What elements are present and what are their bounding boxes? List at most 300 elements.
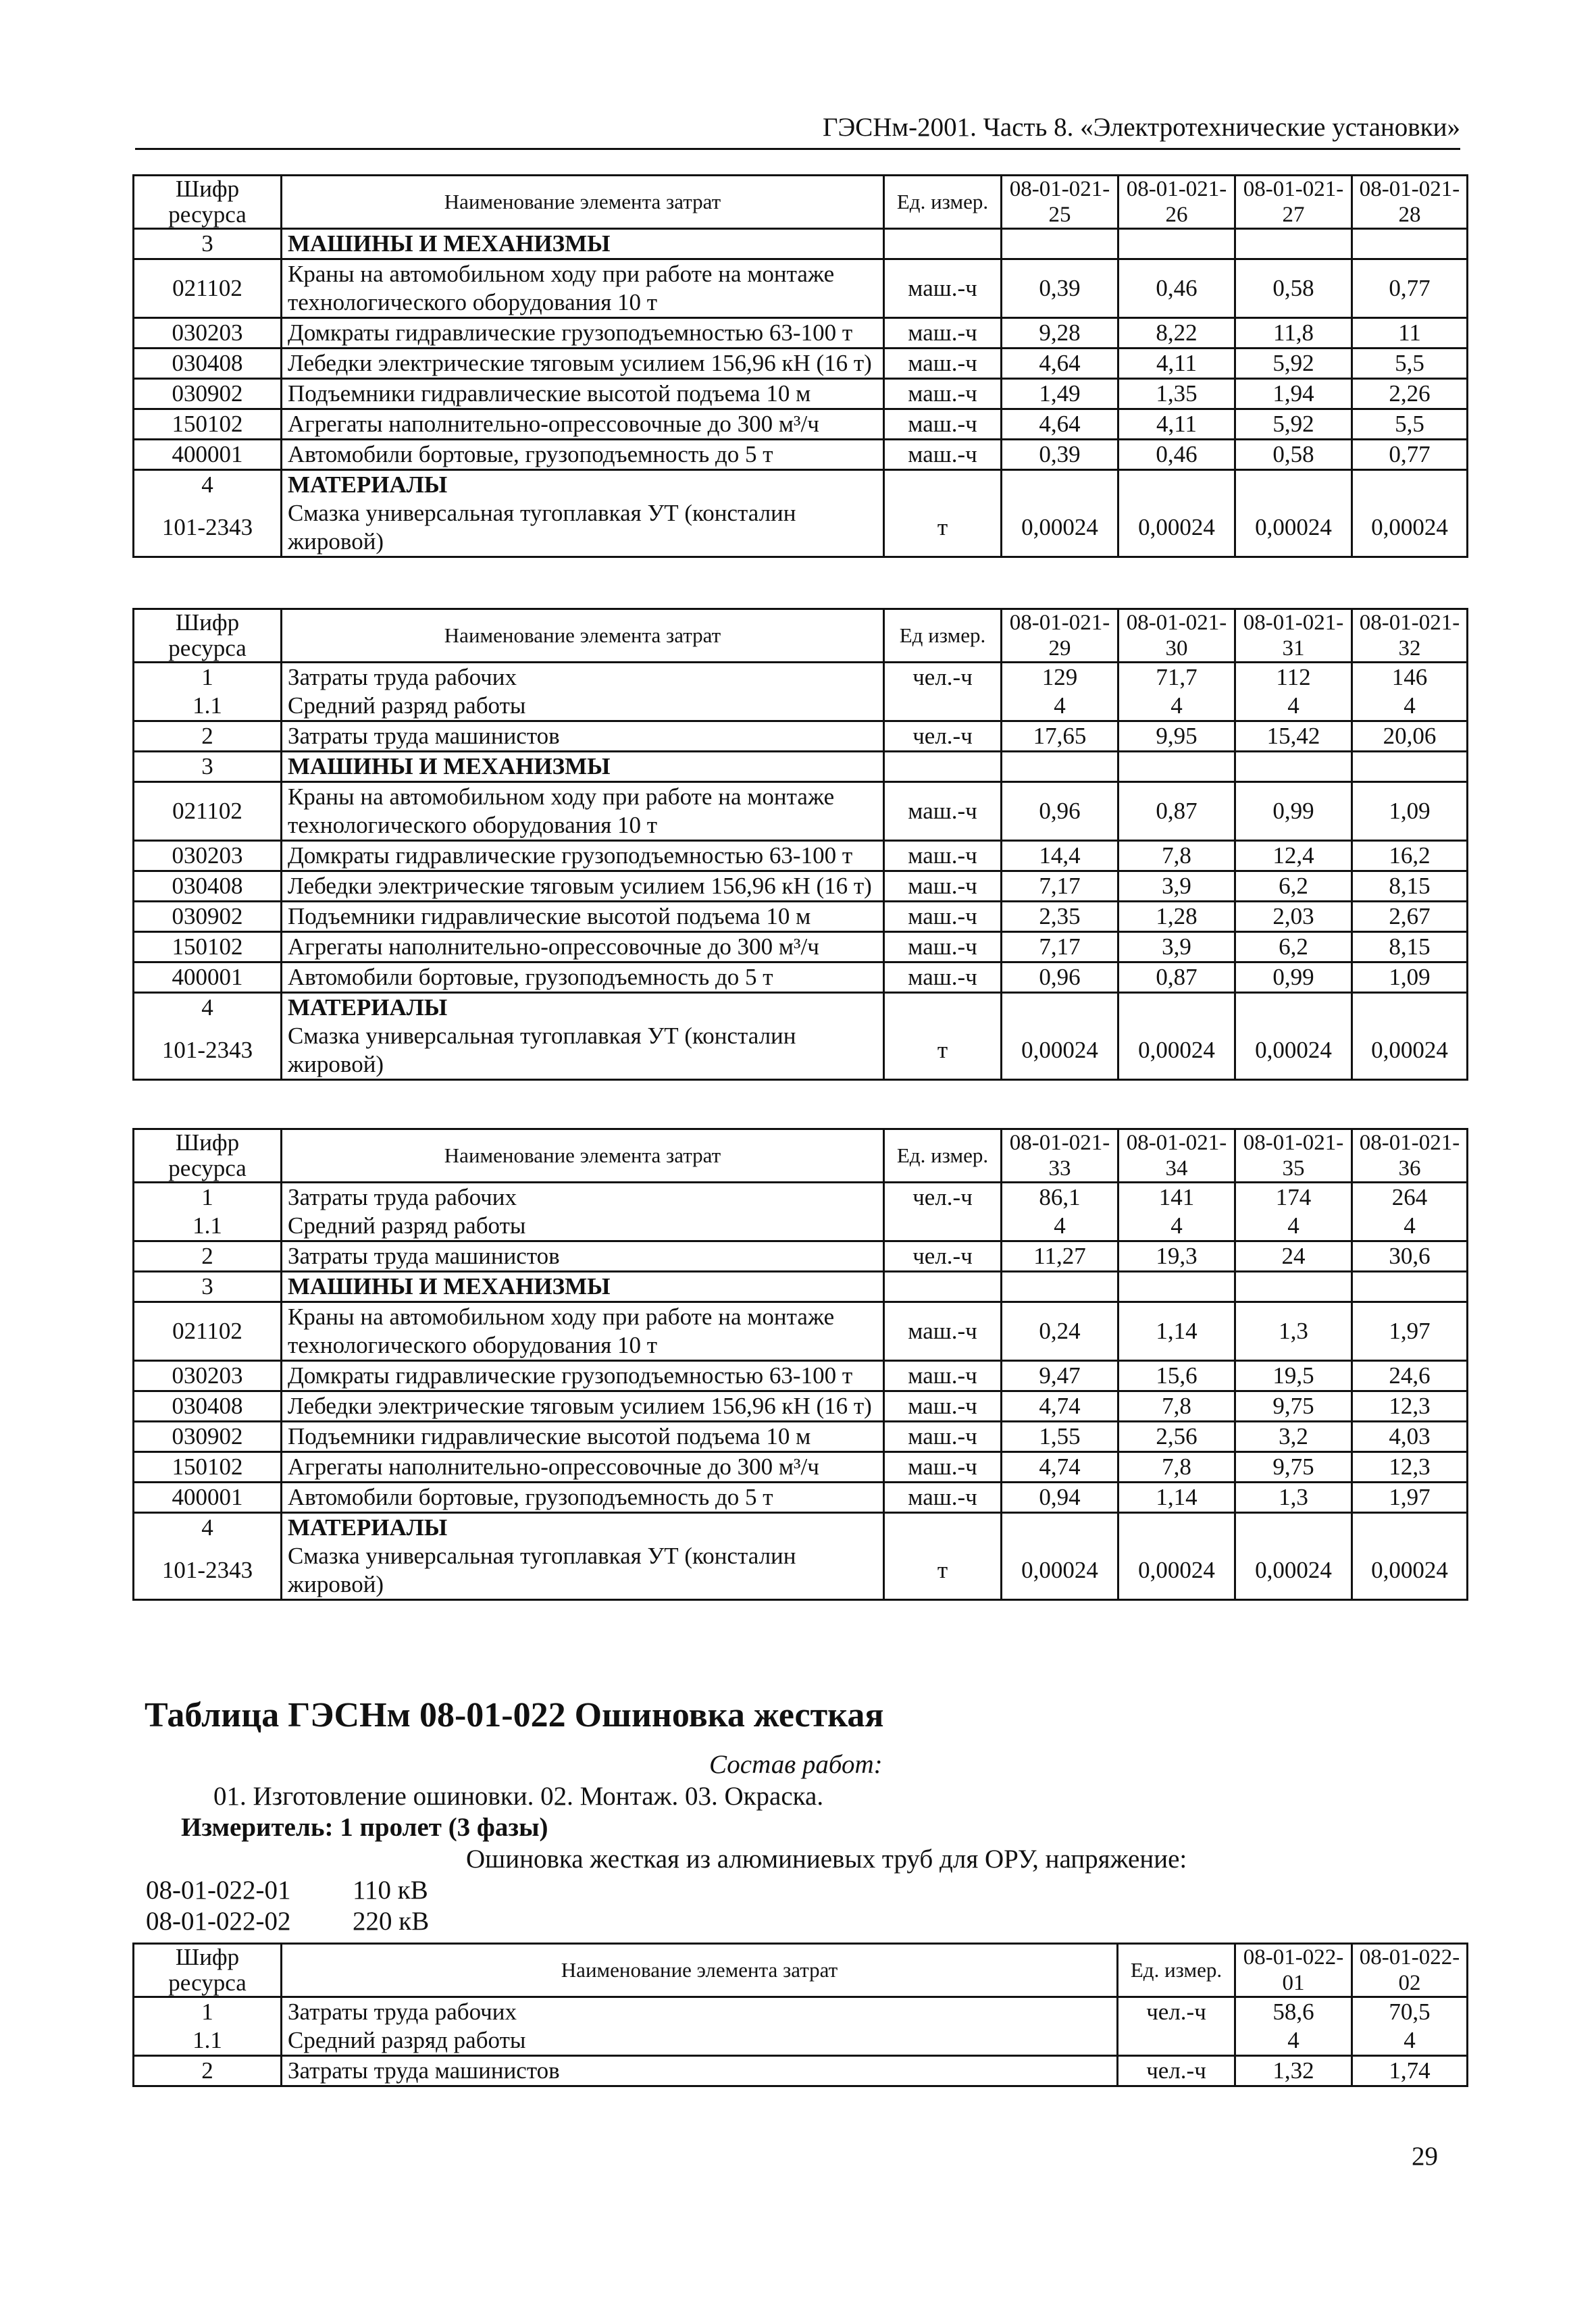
- row-name: Затраты труда рабочих: [282, 1997, 1118, 2027]
- row-value: 0,39: [1002, 440, 1118, 470]
- row-value: 11,27: [1002, 1241, 1118, 1272]
- row-value: 20,06: [1352, 721, 1468, 752]
- measure-unit: Измеритель: 1 пролет (3 фазы): [181, 1813, 548, 1842]
- row-unit: чел.-ч: [884, 1183, 1002, 1212]
- row-unit: [1118, 2026, 1235, 2056]
- row-unit: маш.-ч: [884, 1452, 1002, 1483]
- row-unit: [884, 470, 1002, 500]
- row-unit: чел.-ч: [884, 721, 1002, 752]
- column-header-norm-code: 08-01-021-27: [1235, 176, 1352, 229]
- row-value: [1352, 229, 1468, 259]
- row-code: 021102: [134, 782, 282, 841]
- row-unit: маш.-ч: [884, 902, 1002, 932]
- row-code: 101-2343: [134, 499, 282, 557]
- row-value: 4,74: [1002, 1452, 1118, 1483]
- row-value: [1118, 1272, 1235, 1302]
- row-value: 0,00024: [1352, 1542, 1468, 1600]
- column-header-norm-code: 08-01-021-36: [1352, 1129, 1468, 1183]
- row-value: [1352, 1272, 1468, 1302]
- norm-code: 08-01-022-01: [146, 1876, 291, 1905]
- column-header-unit: Ед. измер.: [1118, 1944, 1235, 1997]
- row-value: 14,4: [1002, 841, 1118, 871]
- column-header-norm-code: 08-01-021-25: [1002, 176, 1118, 229]
- row-value: 0,58: [1235, 440, 1352, 470]
- table-row: [134, 1241, 1468, 1272]
- page-number: 29: [1412, 2142, 1438, 2171]
- row-value: 0,99: [1235, 782, 1352, 841]
- column-header-norm-code: 08-01-021-32: [1352, 609, 1468, 663]
- row-name: Затраты труда машинистов: [282, 2056, 1118, 2086]
- table-row: [134, 259, 1468, 318]
- row-value: 7,8: [1118, 1452, 1235, 1483]
- row-value: 0,77: [1352, 259, 1468, 318]
- row-value: 112: [1235, 663, 1352, 692]
- row-value: [1118, 470, 1235, 500]
- row-value: [1002, 1513, 1118, 1543]
- row-code: 021102: [134, 259, 282, 318]
- row-code: 3: [134, 752, 282, 782]
- row-code: 030902: [134, 1422, 282, 1452]
- table-row: [134, 1422, 1468, 1452]
- row-name: МАШИНЫ И МЕХАНИЗМЫ: [282, 1272, 884, 1302]
- norm-voltage: 220 кВ: [353, 1907, 430, 1936]
- row-value: 12,3: [1352, 1391, 1468, 1422]
- row-value: 12,4: [1235, 841, 1352, 871]
- column-header-unit: Ед. измер.: [884, 176, 1002, 229]
- column-header-norm-code: 08-01-021-31: [1235, 609, 1352, 663]
- resource-table-021-29-32: [132, 608, 1468, 1081]
- row-code: 030203: [134, 1361, 282, 1391]
- row-value: 8,22: [1118, 318, 1235, 349]
- row-name: Средний разряд работы: [282, 692, 884, 721]
- row-value: [1118, 993, 1235, 1023]
- row-code: 030203: [134, 318, 282, 349]
- table-row: [134, 1452, 1468, 1483]
- row-unit: маш.-ч: [884, 409, 1002, 440]
- column-header-norm-code: 08-01-021-34: [1118, 1129, 1235, 1183]
- row-code: 101-2343: [134, 1022, 282, 1080]
- row-value: 4: [1002, 1212, 1118, 1241]
- row-value: 0,46: [1118, 259, 1235, 318]
- column-header-norm-code: 08-01-021-28: [1352, 176, 1468, 229]
- row-value: 6,2: [1235, 871, 1352, 902]
- row-code: 030902: [134, 379, 282, 409]
- row-value: 264: [1352, 1183, 1468, 1212]
- row-value: [1002, 752, 1118, 782]
- table-row: [134, 1483, 1468, 1513]
- row-code: 4: [134, 470, 282, 500]
- row-value: 1,74: [1352, 2056, 1468, 2086]
- row-value: [1118, 1513, 1235, 1543]
- row-unit: [884, 1212, 1002, 1241]
- table-row: [134, 349, 1468, 379]
- table-row: [134, 1391, 1468, 1422]
- column-header-norm-code: 08-01-021-29: [1002, 609, 1118, 663]
- norm-voltage: 110 кВ: [353, 1876, 428, 1905]
- row-value: 129: [1002, 663, 1118, 692]
- row-value: 5,5: [1352, 409, 1468, 440]
- row-name: Автомобили бортовые, грузоподъемность до 5 т: [282, 1483, 884, 1513]
- row-unit: маш.-ч: [884, 1391, 1002, 1422]
- row-value: 1,32: [1235, 2056, 1352, 2086]
- row-value: 1,14: [1118, 1302, 1235, 1361]
- table-row: [134, 440, 1468, 470]
- row-value: 9,75: [1235, 1452, 1352, 1483]
- row-name: Домкраты гидравлические грузоподъемностью 63-100 т: [282, 318, 884, 349]
- row-unit: [884, 1513, 1002, 1543]
- row-unit: чел.-ч: [1118, 1997, 1235, 2027]
- row-value: 4,11: [1118, 349, 1235, 379]
- row-name: Затраты труда рабочих: [282, 1183, 884, 1212]
- row-code: 150102: [134, 409, 282, 440]
- row-unit: маш.-ч: [884, 379, 1002, 409]
- row-name: МАШИНЫ И МЕХАНИЗМЫ: [282, 752, 884, 782]
- row-name: Затраты труда машинистов: [282, 721, 884, 752]
- row-value: 0,00024: [1235, 1022, 1352, 1080]
- row-name: Смазка универсальная тугоплавкая УТ (консталин жировой): [282, 499, 884, 557]
- row-unit: маш.-ч: [884, 962, 1002, 993]
- row-code: 400001: [134, 962, 282, 993]
- row-value: 0,96: [1002, 962, 1118, 993]
- table-row: [134, 318, 1468, 349]
- row-value: [1002, 470, 1118, 500]
- row-unit: [884, 229, 1002, 259]
- row-value: 2,26: [1352, 379, 1468, 409]
- row-code: 400001: [134, 440, 282, 470]
- column-header-norm-code: 08-01-021-33: [1002, 1129, 1118, 1183]
- row-unit: маш.-ч: [884, 318, 1002, 349]
- row-code: 030902: [134, 902, 282, 932]
- page-header: ГЭСНм-2001. Часть 8. «Электротехнические установки»: [135, 112, 1460, 150]
- row-value: 7,8: [1118, 1391, 1235, 1422]
- row-value: 3,2: [1235, 1422, 1352, 1452]
- row-value: 1,55: [1002, 1422, 1118, 1452]
- row-value: 8,15: [1352, 932, 1468, 962]
- row-value: 16,2: [1352, 841, 1468, 871]
- row-value: 9,75: [1235, 1391, 1352, 1422]
- row-unit: [884, 752, 1002, 782]
- column-header-norm-code: 08-01-021-26: [1118, 176, 1235, 229]
- row-value: 15,6: [1118, 1361, 1235, 1391]
- column-header-code: Шифр ресурса: [134, 1944, 282, 1997]
- row-name: Автомобили бортовые, грузоподъемность до 5 т: [282, 440, 884, 470]
- column-header-code: Шифр ресурса: [134, 1129, 282, 1183]
- table-row: [134, 962, 1468, 993]
- norm-code-line: [146, 1875, 428, 1905]
- row-value: 24,6: [1352, 1361, 1468, 1391]
- row-name: МАТЕРИАЛЫ: [282, 993, 884, 1023]
- row-value: [1235, 1513, 1352, 1543]
- row-unit: чел.-ч: [1118, 2056, 1235, 2086]
- row-name: МАШИНЫ И МЕХАНИЗМЫ: [282, 229, 884, 259]
- row-name: Агрегаты наполнительно-опрессовочные до 300 м³/ч: [282, 932, 884, 962]
- row-value: 30,6: [1352, 1241, 1468, 1272]
- row-value: 1,3: [1235, 1483, 1352, 1513]
- row-value: [1002, 1272, 1118, 1302]
- row-value: 0,96: [1002, 782, 1118, 841]
- row-value: 19,3: [1118, 1241, 1235, 1272]
- row-name: Автомобили бортовые, грузоподъемность до 5 т: [282, 962, 884, 993]
- row-value: [1002, 993, 1118, 1023]
- row-value: 4,64: [1002, 409, 1118, 440]
- row-value: 3,9: [1118, 871, 1235, 902]
- row-value: [1002, 229, 1118, 259]
- row-value: 4: [1235, 2026, 1352, 2056]
- row-code: 3: [134, 229, 282, 259]
- row-value: [1352, 1513, 1468, 1543]
- table-row: [134, 2026, 1468, 2056]
- row-value: [1118, 752, 1235, 782]
- row-value: 4: [1002, 692, 1118, 721]
- row-value: 1,97: [1352, 1483, 1468, 1513]
- row-unit: маш.-ч: [884, 1422, 1002, 1452]
- table-row: [134, 752, 1468, 782]
- row-value: 0,58: [1235, 259, 1352, 318]
- column-header-unit: Ед. измер.: [884, 1129, 1002, 1183]
- row-unit: маш.-ч: [884, 932, 1002, 962]
- table-row: [134, 1212, 1468, 1241]
- row-name: Средний разряд работы: [282, 2026, 1118, 2056]
- row-code: 150102: [134, 932, 282, 962]
- row-unit: чел.-ч: [884, 663, 1002, 692]
- row-unit: маш.-ч: [884, 1361, 1002, 1391]
- row-unit: маш.-ч: [884, 1483, 1002, 1513]
- row-code: 2: [134, 2056, 282, 2086]
- table-row: [134, 1272, 1468, 1302]
- row-value: 0,00024: [1235, 499, 1352, 557]
- row-value: 2,56: [1118, 1422, 1235, 1452]
- row-value: 1,28: [1118, 902, 1235, 932]
- row-value: 4: [1352, 692, 1468, 721]
- row-name: Подъемники гидравлические высотой подъема 10 м: [282, 379, 884, 409]
- row-unit: маш.-ч: [884, 440, 1002, 470]
- row-value: 4: [1352, 1212, 1468, 1241]
- row-name: Домкраты гидравлические грузоподъемностью 63-100 т: [282, 1361, 884, 1391]
- resource-table-021-33-36: [132, 1128, 1468, 1601]
- row-value: 0,24: [1002, 1302, 1118, 1361]
- row-unit: [884, 993, 1002, 1023]
- column-header-norm-code: 08-01-021-30: [1118, 609, 1235, 663]
- column-header-norm-code: 08-01-022-02: [1352, 1944, 1468, 1997]
- row-value: 0,00024: [1118, 1542, 1235, 1600]
- row-value: 12,3: [1352, 1452, 1468, 1483]
- row-name: Лебедки электрические тяговым усилием 156,96 кН (16 т): [282, 1391, 884, 1422]
- row-value: 0,94: [1002, 1483, 1118, 1513]
- row-value: 7,8: [1118, 841, 1235, 871]
- table-row: [134, 663, 1468, 692]
- row-value: 11: [1352, 318, 1468, 349]
- row-code: 4: [134, 993, 282, 1023]
- row-value: [1235, 470, 1352, 500]
- row-code: 150102: [134, 1452, 282, 1483]
- row-unit: т: [884, 1022, 1002, 1080]
- row-value: [1235, 993, 1352, 1023]
- row-name: Лебедки электрические тяговым усилием 156,96 кН (16 т): [282, 871, 884, 902]
- row-value: 11,8: [1235, 318, 1352, 349]
- row-value: 1,97: [1352, 1302, 1468, 1361]
- column-header-name: Наименование элемента затрат: [282, 609, 884, 663]
- column-header-code: Шифр ресурса: [134, 609, 282, 663]
- resource-table-021-25-28: [132, 174, 1468, 558]
- row-unit: маш.-ч: [884, 259, 1002, 318]
- table-title-022: Таблица ГЭСНм 08-01-022 Ошиновка жесткая: [145, 1696, 884, 1734]
- column-header-norm-code: 08-01-021-35: [1235, 1129, 1352, 1183]
- table-row: [134, 1302, 1468, 1361]
- row-value: 0,00024: [1002, 1022, 1118, 1080]
- row-value: [1235, 229, 1352, 259]
- row-value: 1,09: [1352, 962, 1468, 993]
- row-value: 4: [1118, 692, 1235, 721]
- row-value: 0,00024: [1235, 1542, 1352, 1600]
- row-value: 58,6: [1235, 1997, 1352, 2027]
- row-name: Агрегаты наполнительно-опрессовочные до 300 м³/ч: [282, 1452, 884, 1483]
- table-row: [134, 379, 1468, 409]
- row-value: 71,7: [1118, 663, 1235, 692]
- row-value: 0,00024: [1352, 1022, 1468, 1080]
- row-name: Краны на автомобильном ходу при работе на монтаже технологического оборудования 10 т: [282, 782, 884, 841]
- row-value: 9,47: [1002, 1361, 1118, 1391]
- row-name: Подъемники гидравлические высотой подъема 10 м: [282, 1422, 884, 1452]
- table-row: [134, 932, 1468, 962]
- row-value: 0,39: [1002, 259, 1118, 318]
- row-unit: маш.-ч: [884, 349, 1002, 379]
- row-code: 1.1: [134, 2026, 282, 2056]
- row-value: 7,17: [1002, 871, 1118, 902]
- row-value: [1352, 993, 1468, 1023]
- table-row: [134, 1183, 1468, 1212]
- row-value: 0,99: [1235, 962, 1352, 993]
- row-name: Смазка универсальная тугоплавкая УТ (консталин жировой): [282, 1542, 884, 1600]
- row-code: 1: [134, 1183, 282, 1212]
- row-code: 2: [134, 721, 282, 752]
- row-name: Затраты труда рабочих: [282, 663, 884, 692]
- table-row: [134, 1513, 1468, 1543]
- table-row: [134, 229, 1468, 259]
- table-row: [134, 993, 1468, 1023]
- row-unit: [884, 1272, 1002, 1302]
- row-value: 1,3: [1235, 1302, 1352, 1361]
- table-row: [134, 692, 1468, 721]
- row-value: 4: [1235, 692, 1352, 721]
- row-value: 0,87: [1118, 962, 1235, 993]
- row-unit: т: [884, 499, 1002, 557]
- row-unit: маш.-ч: [884, 1302, 1002, 1361]
- table-row: [134, 1361, 1468, 1391]
- row-name: Смазка универсальная тугоплавкая УТ (консталин жировой): [282, 1022, 884, 1080]
- row-code: 030408: [134, 871, 282, 902]
- table-description: Ошиновка жесткая из алюминиевых труб для ОРУ, напряжение:: [466, 1845, 1187, 1874]
- row-value: 24: [1235, 1241, 1352, 1272]
- row-value: 4,64: [1002, 349, 1118, 379]
- row-value: 4,03: [1352, 1422, 1468, 1452]
- row-name: Лебедки электрические тяговым усилием 156,96 кН (16 т): [282, 349, 884, 379]
- row-name: Средний разряд работы: [282, 1212, 884, 1241]
- work-composition-label: Состав работ:: [709, 1750, 883, 1779]
- row-value: 5,92: [1235, 349, 1352, 379]
- table-row: [134, 2056, 1468, 2086]
- row-value: 7,17: [1002, 932, 1118, 962]
- row-value: 0,77: [1352, 440, 1468, 470]
- row-value: 1,14: [1118, 1483, 1235, 1513]
- row-unit: маш.-ч: [884, 782, 1002, 841]
- row-value: 2,35: [1002, 902, 1118, 932]
- row-value: 4,74: [1002, 1391, 1118, 1422]
- column-header-unit: Ед измер.: [884, 609, 1002, 663]
- column-header-code: Шифр ресурса: [134, 176, 282, 229]
- row-name: Краны на автомобильном ходу при работе на монтаже технологического оборудования 10 т: [282, 1302, 884, 1361]
- row-name: Подъемники гидравлические высотой подъема 10 м: [282, 902, 884, 932]
- work-composition-list: 01. Изготовление ошиновки. 02. Монтаж. 03. Окраска.: [213, 1782, 824, 1811]
- row-code: 030203: [134, 841, 282, 871]
- row-value: 5,5: [1352, 349, 1468, 379]
- row-value: 0,00024: [1002, 499, 1118, 557]
- row-value: 146: [1352, 663, 1468, 692]
- row-value: 6,2: [1235, 932, 1352, 962]
- row-value: 0,00024: [1352, 499, 1468, 557]
- row-code: 2: [134, 1241, 282, 1272]
- row-value: 0,46: [1118, 440, 1235, 470]
- row-value: 174: [1235, 1183, 1352, 1212]
- row-name: Домкраты гидравлические грузоподъемностью 63-100 т: [282, 841, 884, 871]
- row-code: 1: [134, 663, 282, 692]
- row-code: 101-2343: [134, 1542, 282, 1600]
- table-row: [134, 470, 1468, 500]
- row-value: 9,95: [1118, 721, 1235, 752]
- row-name: МАТЕРИАЛЫ: [282, 1513, 884, 1543]
- row-value: [1118, 229, 1235, 259]
- row-value: 15,42: [1235, 721, 1352, 752]
- row-value: 17,65: [1002, 721, 1118, 752]
- row-unit: чел.-ч: [884, 1241, 1002, 1272]
- row-value: 1,49: [1002, 379, 1118, 409]
- table-row: [134, 409, 1468, 440]
- table-row: [134, 902, 1468, 932]
- row-value: 141: [1118, 1183, 1235, 1212]
- table-row: [134, 871, 1468, 902]
- row-value: 0,00024: [1118, 1022, 1235, 1080]
- row-value: 19,5: [1235, 1361, 1352, 1391]
- row-value: 1,35: [1118, 379, 1235, 409]
- row-value: 70,5: [1352, 1997, 1468, 2027]
- column-header-name: Наименование элемента затрат: [282, 176, 884, 229]
- row-value: [1235, 752, 1352, 782]
- row-value: 4: [1235, 1212, 1352, 1241]
- row-code: 1.1: [134, 1212, 282, 1241]
- row-value: 3,9: [1118, 932, 1235, 962]
- row-value: [1352, 470, 1468, 500]
- table-row: [134, 1542, 1468, 1600]
- row-value: 0,00024: [1118, 499, 1235, 557]
- row-code: 030408: [134, 349, 282, 379]
- row-value: 2,03: [1235, 902, 1352, 932]
- norm-code-line: [146, 1906, 429, 1936]
- row-code: 030408: [134, 1391, 282, 1422]
- row-name: Краны на автомобильном ходу при работе на монтаже технологического оборудования 10 т: [282, 259, 884, 318]
- row-value: 4: [1118, 1212, 1235, 1241]
- row-value: 0,87: [1118, 782, 1235, 841]
- row-value: 86,1: [1002, 1183, 1118, 1212]
- table-row: [134, 782, 1468, 841]
- row-name: Агрегаты наполнительно-опрессовочные до 300 м³/ч: [282, 409, 884, 440]
- row-value: [1352, 752, 1468, 782]
- row-value: 9,28: [1002, 318, 1118, 349]
- row-unit: маш.-ч: [884, 841, 1002, 871]
- row-value: 0,00024: [1002, 1542, 1118, 1600]
- row-value: 1,94: [1235, 379, 1352, 409]
- row-unit: [884, 692, 1002, 721]
- row-value: 4,11: [1118, 409, 1235, 440]
- column-header-name: Наименование элемента затрат: [282, 1129, 884, 1183]
